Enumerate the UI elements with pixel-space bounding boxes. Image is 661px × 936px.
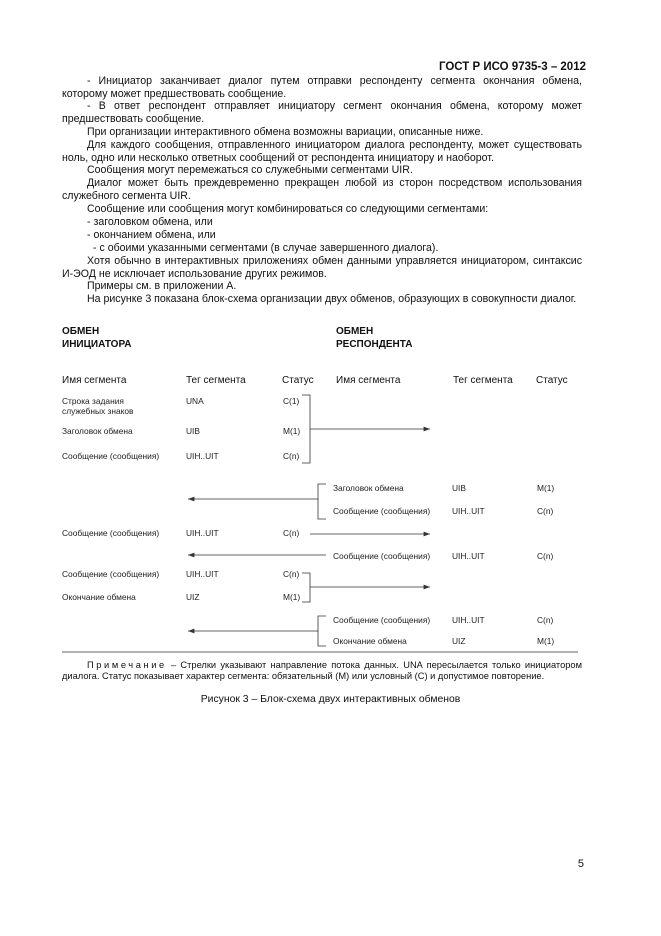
document-header: ГОСТ Р ИСО 9735-3 – 2012 xyxy=(438,61,586,73)
paragraph: При организации интерактивного обмена возможны вариации, описанные ниже. xyxy=(87,126,484,138)
col-header-tag: Тег сегмента xyxy=(453,375,513,386)
bracket xyxy=(302,395,310,463)
segment-status: C(n) xyxy=(537,551,554,561)
col-header-tag: Тег сегмента xyxy=(186,375,246,386)
segment-tag: UIH..UIT xyxy=(452,551,485,561)
list-item: - заголовком обмена, или xyxy=(87,216,213,228)
segment-tag: UIZ xyxy=(452,636,466,646)
segment-status: C(n) xyxy=(283,569,300,579)
segment-tag: UIH..UIT xyxy=(452,506,485,516)
segment-tag: UIB xyxy=(186,426,200,436)
segment-status: C(n) xyxy=(537,506,554,516)
responder-title: РЕСПОНДЕНТА xyxy=(336,339,413,350)
col-header-status: Статус xyxy=(536,375,568,386)
bracket xyxy=(302,573,310,602)
segment-name: Сообщение (сообщения) xyxy=(62,569,160,579)
segment-status: M(1) xyxy=(283,592,301,602)
page-number: 5 xyxy=(577,858,584,870)
segment-name: Сообщение (сообщения) xyxy=(62,451,160,461)
segment-tag: UNA xyxy=(186,396,204,406)
segment-tag: UIZ xyxy=(186,592,200,602)
segment-tag: UIH..UIT xyxy=(452,615,485,625)
responder-title: ОБМЕН xyxy=(336,326,374,337)
segment-name: Сообщение (сообщения) xyxy=(333,551,431,561)
paragraph: Примеры см. в приложении А. xyxy=(87,280,237,292)
paragraph: Сообщения могут перемежаться со служебными сегментами UIR. xyxy=(87,164,413,176)
segment-name: Заголовок обмена xyxy=(62,426,133,436)
segment-status: C(n) xyxy=(283,451,300,461)
segment-name: Сообщение (сообщения) xyxy=(333,615,431,625)
paragraph: - Инициатор заканчивает диалог путем отправки респонденту сегмента окончания обмена, которому может предшествовать сообщение. xyxy=(62,75,582,100)
paragraph: На рисунке 3 показана блок-схема организации двух обменов, образующих в совокупности диалог. xyxy=(87,293,577,305)
segment-tag: UIH..UIT xyxy=(186,569,219,579)
segment-name: Сообщение (сообщения) xyxy=(333,506,431,516)
segment-name: Заголовок обмена xyxy=(333,483,404,493)
col-header-name: Имя сегмента xyxy=(62,375,127,386)
segment-name: Окончание обмена xyxy=(333,636,407,646)
segment-status: M(1) xyxy=(283,426,301,436)
segment-status: C(1) xyxy=(283,396,300,406)
note-label: Примечание xyxy=(87,660,167,670)
segment-tag: UIB xyxy=(452,483,466,493)
segment-name: Сообщение (сообщения) xyxy=(62,528,160,538)
segment-tag: UIH..UIT xyxy=(186,528,219,538)
initiator-title: ИНИЦИАТОРА xyxy=(62,339,132,350)
segment-status: C(n) xyxy=(283,528,300,538)
paragraph: Диалог может быть преждевременно прекращен любой из сторон посредством использования служебного сегмента UIR. xyxy=(62,177,582,202)
figure-note xyxy=(62,660,582,682)
bracket xyxy=(318,616,326,646)
figure-caption: Рисунок 3 – Блок-схема двух интерактивных обменов xyxy=(200,694,461,705)
segment-name: Строка задания xyxy=(62,396,124,406)
col-header-status: Статус xyxy=(282,375,314,386)
segment-status: C(n) xyxy=(537,615,554,625)
bracket xyxy=(318,484,326,519)
segment-name: Окончание обмена xyxy=(62,592,136,602)
segment-name: служебных знаков xyxy=(62,406,134,416)
paragraph: - В ответ респондент отправляет инициатору сегмент окончания обмена, которому может предшествовать сообщение. xyxy=(62,100,582,125)
segment-status: M(1) xyxy=(537,483,555,493)
paragraph: Сообщение или сообщения могут комбинироваться со следующими сегментами: xyxy=(87,203,489,215)
paragraph: Для каждого сообщения, отправленного инициатором диалога респонденту, может существовать ноль, одно или несколько ответных сообщений от респондента инициатору и наоборот. xyxy=(62,139,582,164)
segment-status: M(1) xyxy=(537,636,555,646)
note-text: – Стрелки указывают направление потока данных. UNA пересылается только инициатором диалога. Статус показывает характер сегмента: обязательный (M) или условный (C) и допустимое повторение. xyxy=(62,660,582,681)
col-header-name: Имя сегмента xyxy=(336,375,401,386)
segment-tag: UIH..UIT xyxy=(186,451,219,461)
initiator-title: ОБМЕН xyxy=(62,326,100,337)
list-item: - окончанием обмена, или xyxy=(87,229,216,241)
paragraph: Хотя обычно в интерактивных приложениях обмен данными управляется инициатором, синтаксис И-ЭОД не исключает использование других режимов. xyxy=(62,255,582,280)
list-item: - с обоими указанными сегментами (в случае завершенного диалога). xyxy=(93,242,439,254)
